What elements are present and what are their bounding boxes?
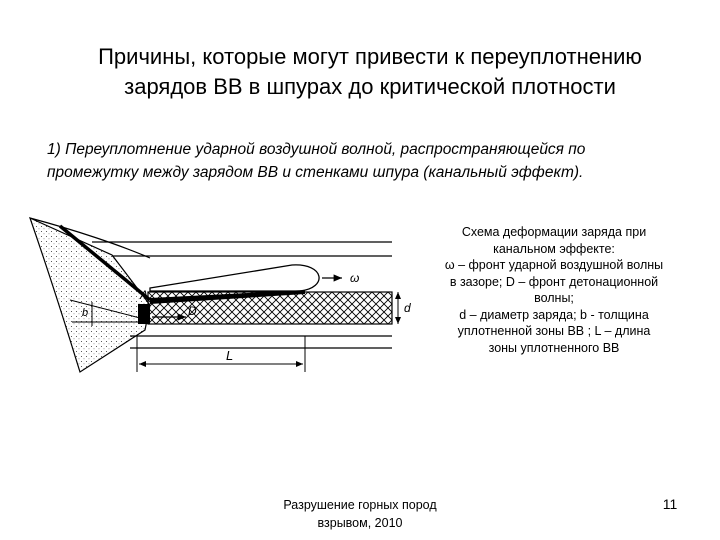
- borehole-wall-top: [92, 242, 392, 256]
- caption-line: зоны уплотненного ВВ: [488, 340, 620, 355]
- b-label: b: [82, 307, 89, 319]
- title-line-1: Причины, которые могут привести к переуплотнению: [98, 44, 642, 69]
- caption-line: d – диаметр заряда; b - толщина: [459, 307, 649, 322]
- borehole-wall-bottom: [130, 336, 392, 348]
- subtitle-line-1: 1) Переуплотнение ударной воздушной волной, распространяющейся по: [47, 141, 586, 158]
- A-label: A: [140, 288, 149, 302]
- diagram-caption: [418, 224, 690, 356]
- L-label: L: [226, 348, 234, 363]
- caption-line: волны;: [534, 291, 574, 305]
- caption-line: в зазоре; D – фронт детонационной: [449, 274, 659, 289]
- caption-line: канальном эффекте:: [493, 241, 615, 256]
- title-line-2: зарядов ВВ в шпурах до критической плотности: [124, 74, 616, 99]
- slide-footer: [240, 496, 480, 532]
- detonation-products-zone: [30, 218, 150, 372]
- page-number: 11: [662, 496, 678, 512]
- air-wave-front: [150, 265, 319, 291]
- subtitle-line-2: промежутку между зарядом ВВ и стенками шпура (канальный эффект).: [47, 164, 584, 181]
- footer-line-2: взрывом, 2010: [317, 516, 403, 530]
- caption-line: уплотненной зоны ВВ ; L – длина: [457, 324, 651, 338]
- d-label: d: [404, 301, 411, 315]
- footer-line-1: Разрушение горных пород: [283, 498, 437, 512]
- caption-line: ω – фронт ударной воздушной волны: [444, 258, 664, 272]
- omega-label: ω: [350, 271, 360, 285]
- caption-line: Схема деформации заряда при: [461, 225, 647, 239]
- detonation-front: [138, 304, 150, 324]
- D-label: D: [188, 304, 197, 318]
